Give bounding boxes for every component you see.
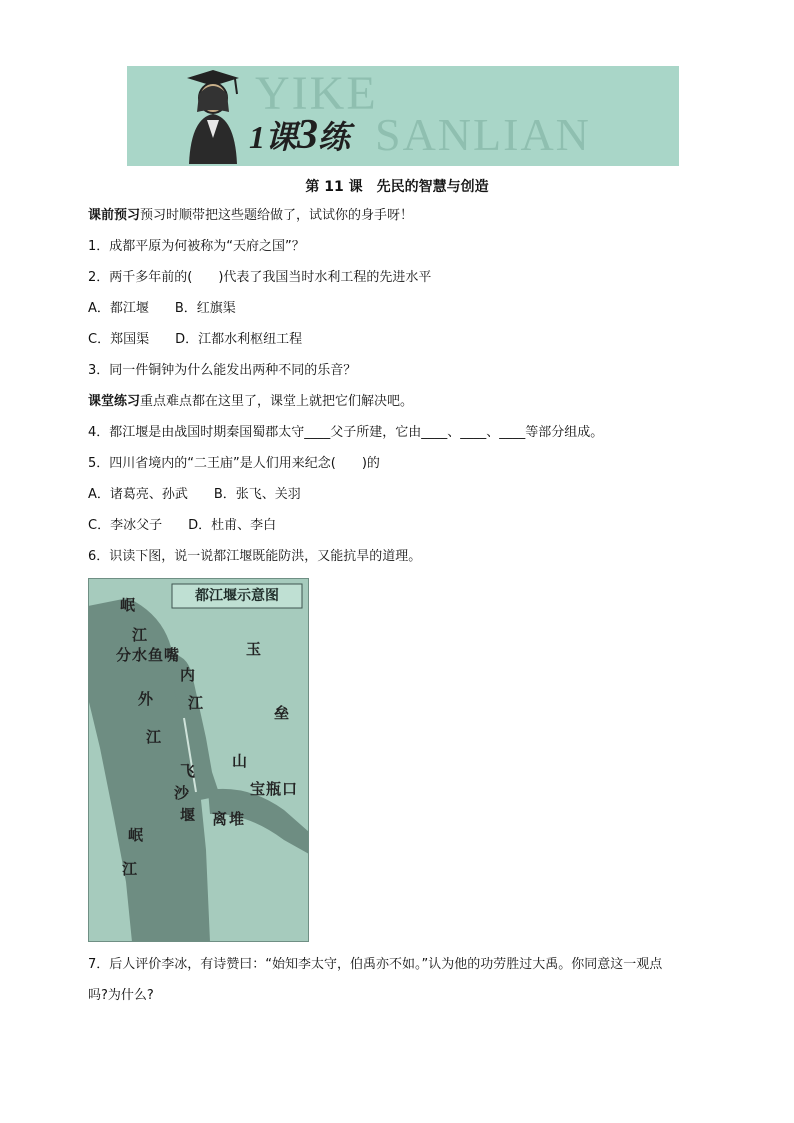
teacher-figure-icon <box>173 68 253 164</box>
dujiangyan-map-figure <box>88 578 309 942</box>
question-5-options-ab: A．诸葛亮、孙武 B．张飞、关羽 <box>88 487 301 502</box>
banner-brand <box>249 114 350 156</box>
brand-part2: 练 <box>318 119 351 155</box>
map-label-wai: 外 <box>138 690 154 708</box>
banner-bg-text-sanlian: SANLIAN <box>375 109 591 160</box>
section-practice-heading: 课堂练习 <box>88 394 141 409</box>
map-label-lei: 垒 <box>274 704 290 722</box>
map-label-min-upper: 岷 <box>120 596 136 614</box>
map-label-yan: 堰 <box>180 806 196 824</box>
question-4: 4．都江堰是由战国时期秦国蜀郡太守____父子所建，它由____、____、____等部分组成。 <box>88 425 604 440</box>
section-preview-heading: 课前预习 <box>88 208 141 223</box>
question-2: 2．两千多年前的( )代表了我国当时水利工程的先进水平 <box>88 270 432 285</box>
question-6: 6．识读下图，说一说都江堰既能防洪，又能抗旱的道理。 <box>88 549 422 564</box>
map-label-nei: 内 <box>180 666 196 684</box>
question-1: 1．成都平原为何被称为“天府之国”？ <box>88 239 305 254</box>
map-label-sha: 沙 <box>174 784 190 802</box>
map-label-fenshui-yuzui: 分水鱼嘴 <box>116 646 181 664</box>
section-practice <box>88 393 413 411</box>
map-label-baoping-kou: 宝瓶口 <box>250 780 299 798</box>
question-5-options-cd: C．李冰父子 D．杜甫、李白 <box>88 518 277 533</box>
lesson-title: 第 11 课 先民的智慧与创造 <box>305 179 489 195</box>
map-title: 都江堰示意图 <box>195 588 279 604</box>
map-label-yu: 玉 <box>246 640 262 658</box>
banner-bg-text-yike: YIKE <box>255 67 378 120</box>
question-7-line2: 吗?为什么? <box>88 988 154 1003</box>
map-label-lidui: 离堆 <box>212 810 247 828</box>
question-7-line1: 7．后人评价李冰，有诗赞曰：“始知李太守，伯禹亦不如。”认为他的功劳胜过大禹。你同意这一观点 <box>88 957 663 972</box>
dujiangyan-map <box>88 578 309 942</box>
brand-number: 3 <box>297 112 319 158</box>
question-2-options-cd: C．郑国渠 D．江都水利枢纽工程 <box>88 332 303 347</box>
map-label-jiang-upper: 江 <box>132 626 148 644</box>
question-2-options-ab: A．都江堰 B．红旗渠 <box>88 301 236 316</box>
question-3: 3．同一件铜钟为什么能发出两种不同的乐音？ <box>88 363 357 378</box>
question-5: 5．四川省境内的“二王庙”是人们用来纪念( )的 <box>88 456 380 471</box>
map-label-fei: 飞 <box>180 762 196 780</box>
section-preview-intro: 预习时顺带把这些题给做了，试试你的身手呀！ <box>140 208 414 223</box>
map-label-min-lower: 岷 <box>128 826 144 844</box>
header-banner <box>127 66 679 166</box>
section-preview <box>88 207 413 225</box>
map-label-jiang-lower: 江 <box>122 860 138 878</box>
map-label-wai-jiang: 江 <box>146 728 162 746</box>
section-practice-intro: 重点难点都在这里了，课堂上就把它们解决吧。 <box>140 394 414 409</box>
map-label-nei-jiang: 江 <box>188 694 204 712</box>
map-label-shan: 山 <box>232 752 248 770</box>
brand-part1: 1课 <box>249 119 298 155</box>
